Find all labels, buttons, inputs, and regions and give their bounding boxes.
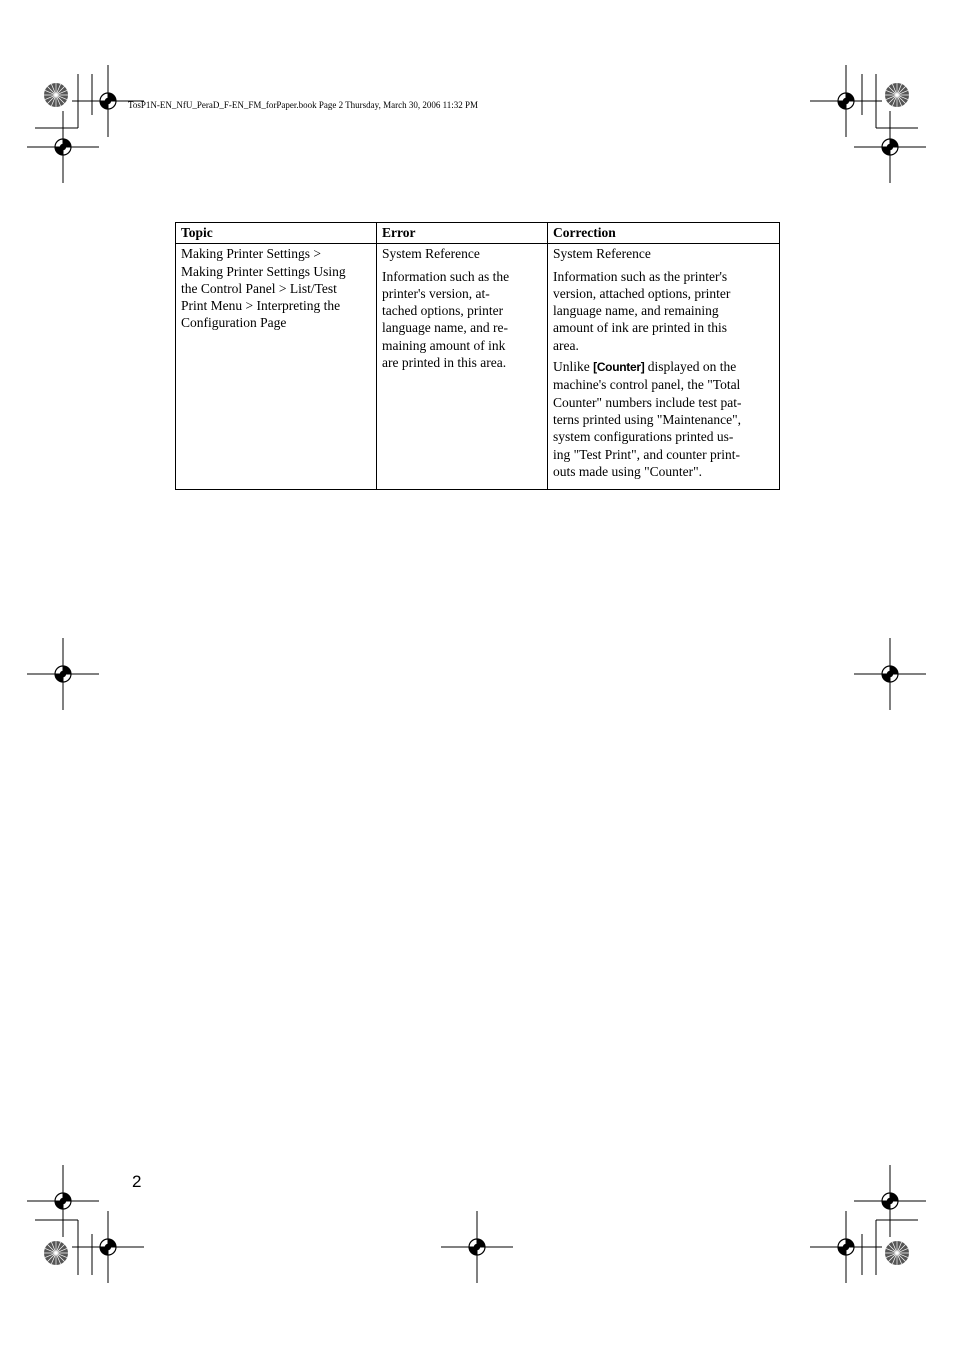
header-error: Error: [377, 223, 548, 244]
error-line: Information such as the: [382, 268, 510, 284]
print-header: TosP1N-EN_NfU_PeraD_F-EN_FM_forPaper.book Page 2 Thursday, March 30, 2006 11:32 PM: [128, 100, 479, 110]
correction-rest: displayed on the: [644, 359, 737, 375]
header-correction: Correction: [548, 223, 780, 244]
correction-line: Counter" numbers include test pat-: [553, 394, 742, 410]
correction-paragraph-2: [553, 358, 774, 480]
table-row: [176, 244, 780, 490]
correction-line: outs made using "Counter".: [553, 463, 703, 479]
page-number: 2: [132, 1172, 142, 1191]
correction-line: system configurations printed us-: [553, 429, 734, 445]
correction-line: language name, and remaining: [553, 303, 719, 319]
topic-line: Print Menu > Interpreting the: [181, 298, 341, 314]
error-line: language name, and re-: [382, 320, 508, 336]
topic-line: Making Printer Settings Using: [181, 263, 346, 279]
error-cell: [377, 244, 548, 490]
correction-prefix: Unlike: [553, 359, 594, 375]
table-header-row: [176, 223, 780, 244]
correction-cell: [548, 244, 780, 490]
topic-line: Configuration Page: [181, 315, 287, 331]
error-line: printer's version, at-: [382, 285, 490, 301]
correction-line: version, attached options, printer: [553, 285, 731, 301]
error-line: tached options, printer: [382, 303, 504, 319]
correction-line: area.: [553, 337, 579, 353]
correction-line: machine's control panel, the "Total: [553, 377, 741, 393]
error-line: maining amount of ink: [382, 337, 506, 353]
correction-line: [553, 358, 774, 376]
counter-key-label: [Counter]: [593, 360, 645, 375]
correction-title: System Reference: [553, 246, 651, 262]
error-title: System Reference: [382, 246, 480, 262]
correction-line: amount of ink are printed in this: [553, 320, 727, 336]
correction-paragraph-1: [553, 268, 774, 354]
error-line: are printed in this area.: [382, 355, 507, 371]
topic-line: Making Printer Settings >: [181, 246, 321, 262]
correction-line: ing "Test Print", and counter print-: [553, 446, 741, 462]
header-topic: Topic: [176, 223, 377, 244]
correction-line: terns printed using "Maintenance",: [553, 411, 741, 427]
correction-line: Information such as the printer's: [553, 268, 728, 284]
topic-line: the Control Panel > List/Test: [181, 280, 337, 296]
topic-cell: [176, 244, 377, 490]
error-text: [382, 268, 542, 372]
errata-table: [175, 222, 780, 490]
